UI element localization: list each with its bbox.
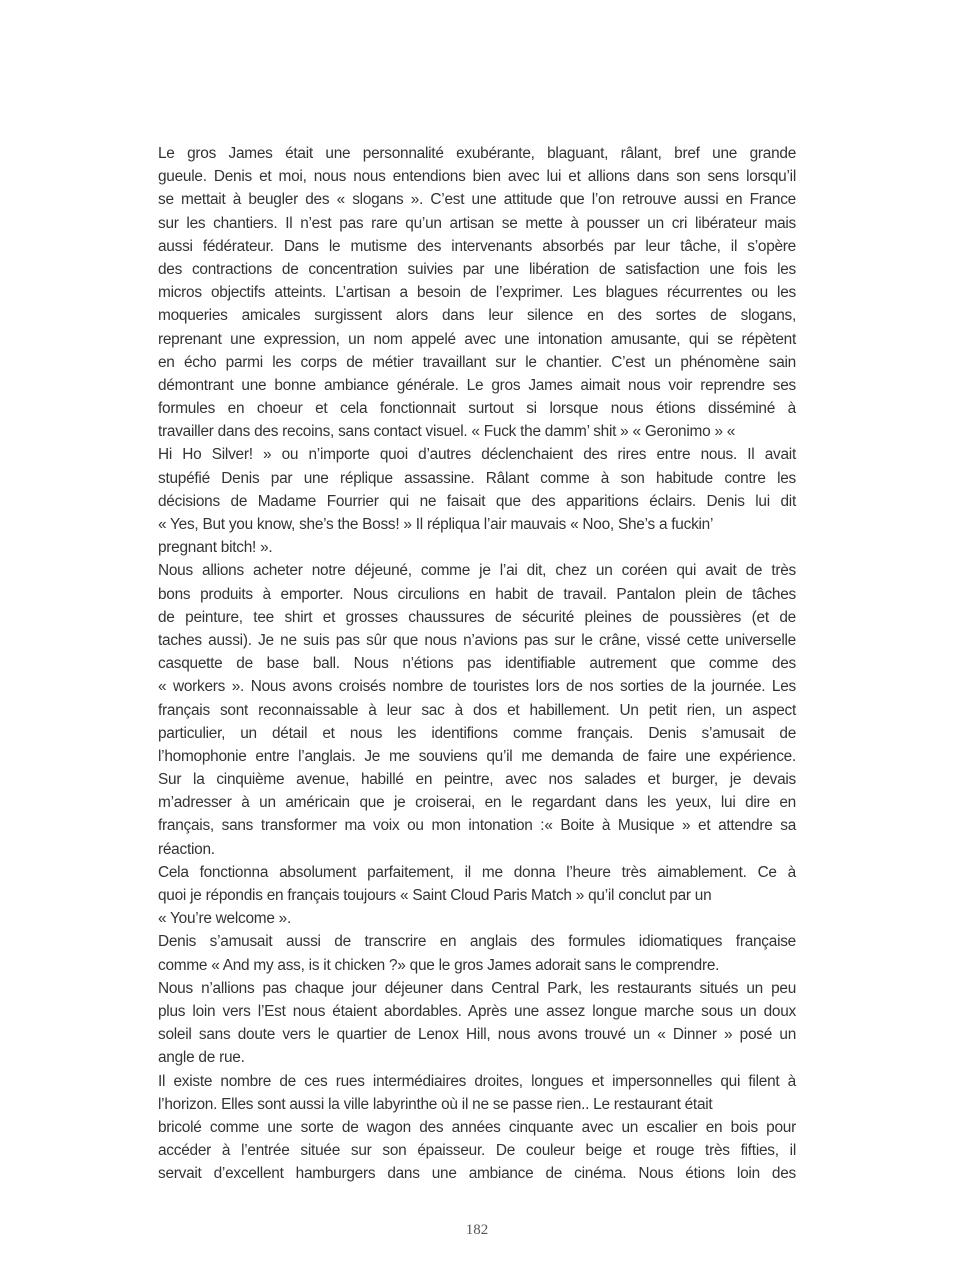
text-line: stupéfié Denis par une réplique assassine. Râlant comme à son habitude contre les bbox=[158, 469, 796, 487]
paragraph bbox=[158, 977, 796, 1070]
text-line: français, sans transformer ma voix ou mon intonation :« Boite à Musique » et attendre sa bbox=[158, 817, 796, 835]
text-line: réaction. bbox=[158, 840, 215, 858]
text-line: l’horizon. Elles sont aussi la ville labyrinthe où il ne se passe rien.. Le restaurant était bbox=[158, 1095, 713, 1113]
text-line: décisions de Madame Fourrier qui ne faisait que des apparitions éclairs. Denis lui dit bbox=[158, 492, 796, 510]
text-line: soleil sans doute vers le quartier de Lenox Hill, nous avons trouvé un « Dinner » posé un bbox=[158, 1026, 796, 1044]
text-line: de peinture, tee shirt et grosses chaussures de sécurité pleines de poussières (et de bbox=[158, 608, 796, 626]
text-line: « workers ». Nous avons croisés nombre de touristes lors de nos sorties de la journée. Les bbox=[158, 678, 796, 696]
text-line: quoi je répondis en français toujours « Saint Cloud Paris Match » qu’il conclut par un bbox=[158, 887, 712, 904]
text-line: plus loin vers l’Est nous étaient abordables. Après une assez longue marche sous un doux bbox=[158, 1002, 796, 1020]
text-line: particulier, un détail et nous les identifions comme français. Denis s’amusait de bbox=[158, 724, 796, 742]
text-line: « You’re welcome ». bbox=[158, 910, 291, 928]
body-text bbox=[158, 142, 796, 1185]
text-line: m’adresser à un américain que je croiserai, en le regardant dans les yeux, lui dire en bbox=[158, 794, 796, 812]
text-line: Sur la cinquième avenue, habillé en peintre, avec nos salades et burger, je devais bbox=[158, 771, 796, 789]
text-line: micros objectifs atteints. L’artisan a besoin de l’exprimer. Les blagues récurrentes ou les bbox=[158, 284, 796, 302]
text-line: Nous n’allions pas chaque jour déjeuner dans Central Park, les restaurants situés un peu bbox=[158, 979, 796, 997]
text-line: Il existe nombre de ces rues intermédiaires droites, longues et impersonnelles qui filent à bbox=[158, 1072, 796, 1090]
text-line: casquette de base ball. Nous n’étions pas identifiable autrement que comme des bbox=[158, 655, 796, 673]
text-line: comme « And my ass, is it chicken ?» que le gros James adorait sans le comprendre. bbox=[158, 956, 720, 974]
text-line: bons produits à emporter. Nous circulions en habit de travail. Pantalon plein de tâches bbox=[158, 585, 796, 603]
text-line: reprenant une expression, un nom appelé avec une intonation amusante, qui se répètent bbox=[158, 330, 796, 348]
paragraph bbox=[158, 930, 796, 976]
text-line: bricolé comme une sorte de wagon des années cinquante avec un escalier en bois pour bbox=[158, 1118, 796, 1136]
text-line: accéder à l’entrée située sur son épaisseur. De couleur beige et rouge très fifties, il bbox=[158, 1142, 796, 1160]
text-line: formules en choeur et cela fonctionnait surtout si lorsque nous étions disséminé à bbox=[158, 400, 796, 418]
text-line: taches aussi). Je ne suis pas sûr que nous n’avions pas sur le crâne, vissé cette universelle bbox=[158, 631, 796, 649]
text-line: en écho parmi les corps de métier travaillant sur le chantier. C’est un phénomène sain bbox=[158, 353, 796, 371]
text-line: sur les chantiers. Il n’est pas rare qu’un artisan se mette à pousser un cri libérateur mais bbox=[158, 214, 796, 232]
text-line: servait d’excellent hamburgers dans une ambiance de cinéma. Nous étions loin des bbox=[158, 1165, 796, 1183]
text-line: français sont reconnaissable à leur sac à dos et habillement. Un petit rien, un aspect bbox=[158, 701, 796, 719]
text-line: Denis s’amusait aussi de transcrire en anglais des formules idiomatiques française bbox=[158, 933, 796, 951]
text-line: Nous allions acheter notre déjeuné, comme je l’ai dit, chez un coréen qui avait de très bbox=[158, 562, 796, 580]
text-line: démontrant une bonne ambiance générale. Le gros James aimait nous voir reprendre ses bbox=[158, 376, 796, 394]
text-line: aussi fédérateur. Dans le mutisme des intervenants absorbés par leur tâche, il s’opère bbox=[158, 237, 796, 255]
paragraph bbox=[158, 861, 796, 931]
text-line: se mettait à beugler des « slogans ». C’est une attitude que l’on retrouve aussi en France bbox=[158, 191, 796, 209]
text-line: Hi Ho Silver! » ou n’importe quoi d’autres déclenchaient des rires entre nous. Il avait bbox=[158, 446, 796, 464]
text-line: angle de rue. bbox=[158, 1049, 245, 1067]
text-line: l’homophonie entre l’anglais. Je me souviens qu’il me demanda de faire une expérience. bbox=[158, 747, 796, 765]
text-line: Cela fonctionna absolument parfaitement, il me donna l’heure très aimablement. Ce à bbox=[158, 863, 796, 881]
text-line: moqueries amicales surgissent alors dans leur silence en des sortes de slogans, bbox=[158, 307, 796, 325]
paragraph bbox=[158, 142, 796, 559]
text-line: « Yes, But you know, she’s the Boss! » Il répliqua l’air mauvais « Noo, She’s a fuckin’ bbox=[158, 516, 714, 533]
text-line: gueule. Denis et moi, nous nous entendions bien avec lui et allions dans son sens lorsqu’il bbox=[158, 168, 796, 186]
paragraph bbox=[158, 559, 796, 860]
page-number: 182 bbox=[465, 1222, 489, 1238]
text-line: pregnant bitch! ». bbox=[158, 539, 273, 557]
text-line: des contractions de concentration suivies par une libération de satisfaction une fois les bbox=[158, 260, 796, 278]
text-line: Le gros James était une personnalité exubérante, blaguant, râlant, bref une grande bbox=[158, 145, 796, 162]
text-line: travailler dans des recoins, sans contact visuel. « Fuck the damm’ shit » « Geronimo » « bbox=[158, 423, 736, 441]
paragraph bbox=[158, 1070, 796, 1186]
